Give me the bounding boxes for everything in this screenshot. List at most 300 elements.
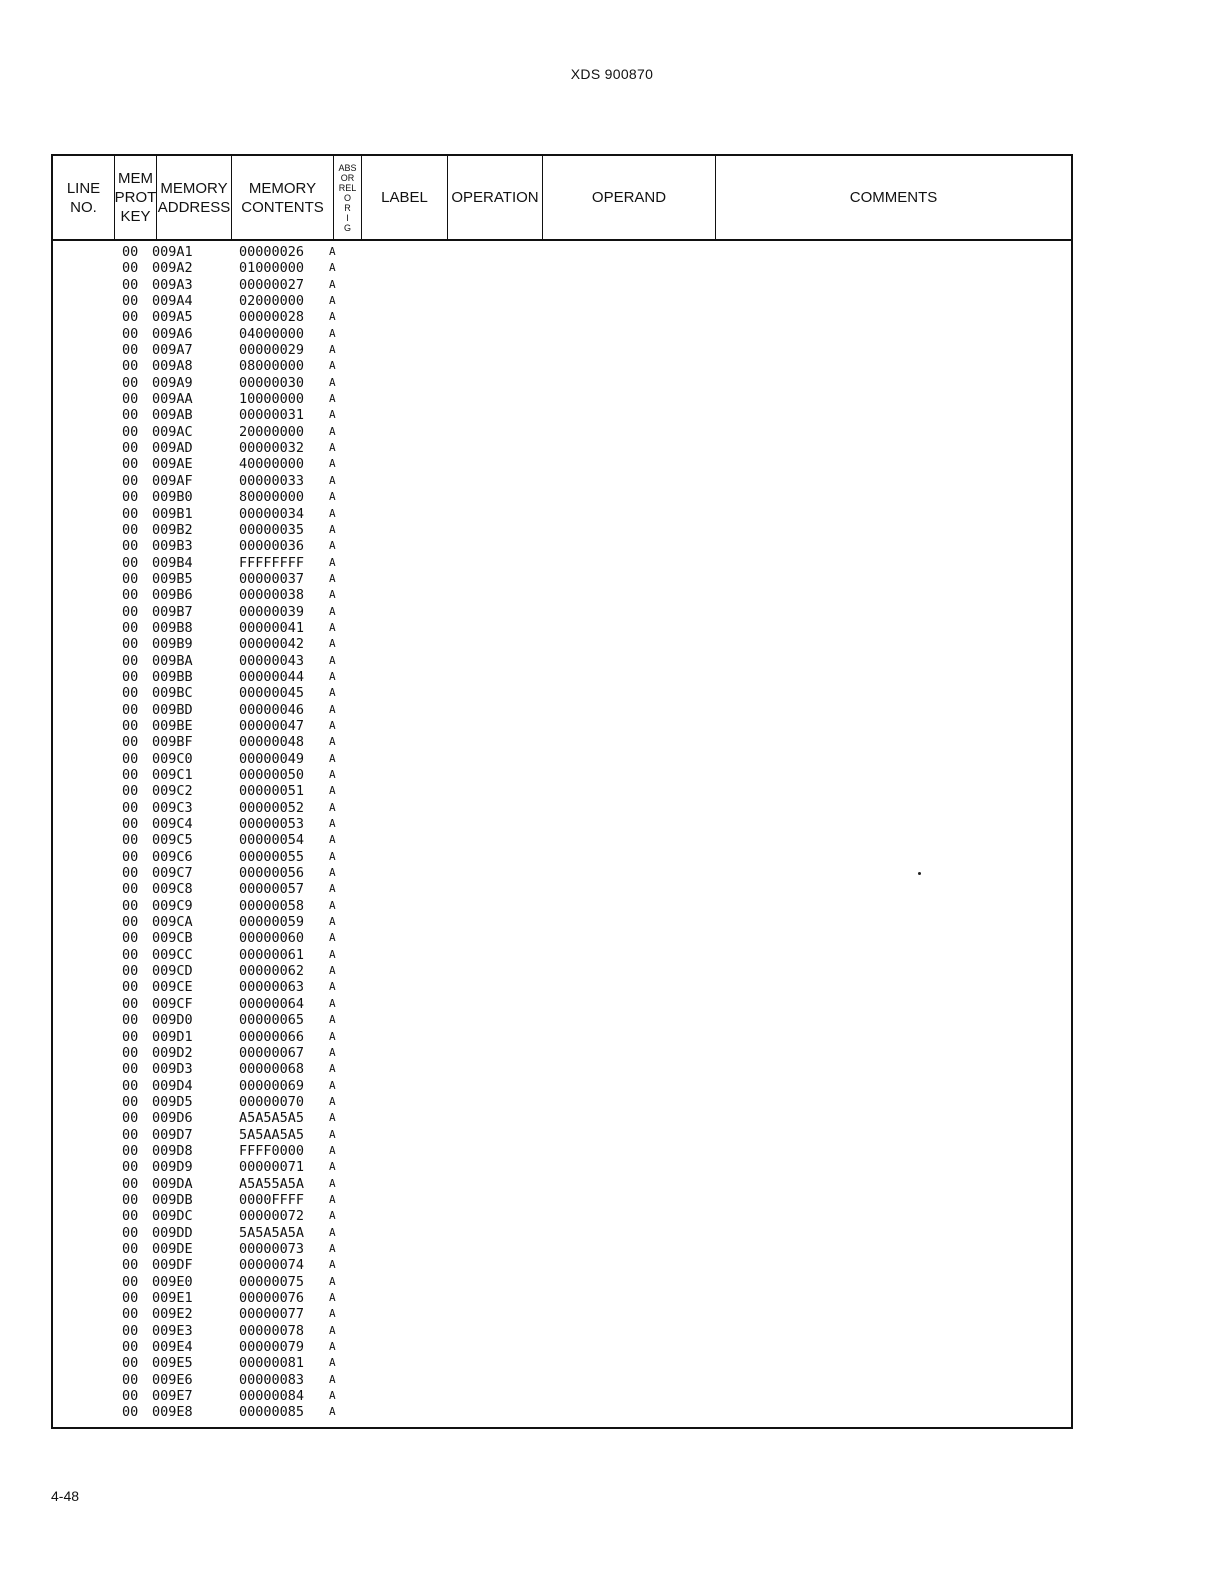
abs-rel-flag-cell: A — [329, 1405, 336, 1419]
table-row — [53, 1078, 453, 1094]
memory-contents-cell: 00000065 — [239, 1012, 305, 1029]
header-label — [362, 156, 448, 239]
memory-contents-cell: FFFF0000 — [239, 1142, 305, 1159]
memory-contents-cell: 00000055 — [239, 848, 305, 865]
memory-contents-cell: 00000078 — [239, 1322, 305, 1339]
memory-contents-cell: 00000060 — [239, 930, 305, 947]
abs-rel-flag-cell: A — [329, 473, 336, 487]
abs-rel-flag-cell: A — [329, 915, 336, 929]
memory-contents-cell: FFFFFFFF — [239, 554, 305, 571]
abs-rel-flag-cell: A — [329, 571, 336, 585]
mem-prot-key-cell: 00 — [122, 407, 139, 424]
header-text: KEY — [120, 208, 151, 225]
table-row — [53, 1241, 453, 1257]
memory-contents-cell: 00000063 — [239, 979, 305, 996]
mem-prot-key-cell: 00 — [122, 848, 139, 865]
memory-address-cell: 009DB — [152, 1191, 193, 1208]
memory-address-cell: 009A2 — [152, 260, 193, 277]
memory-contents-cell: 08000000 — [239, 358, 305, 375]
header-text: OPERAND — [591, 189, 667, 206]
header-text: PROT — [114, 189, 157, 206]
memory-contents-cell: 00000059 — [239, 914, 305, 931]
mem-prot-key-cell: 00 — [122, 832, 139, 849]
table-row — [53, 685, 453, 701]
abs-rel-flag-cell: A — [329, 833, 336, 847]
mem-prot-key-cell: 00 — [122, 1061, 139, 1078]
mem-prot-key-cell: 00 — [122, 1044, 139, 1061]
header-text: G — [343, 222, 351, 233]
memory-address-cell: 009C7 — [152, 865, 193, 882]
memory-address-cell: 009D9 — [152, 1159, 193, 1176]
abs-rel-flag-cell: A — [329, 1340, 336, 1354]
header-memory-address — [157, 156, 232, 239]
table-row — [53, 849, 453, 865]
memory-address-cell: 009D8 — [152, 1142, 193, 1159]
table-row — [53, 555, 453, 571]
memory-address-cell: 009DA — [152, 1175, 193, 1192]
memory-contents-cell: 00000033 — [239, 472, 305, 489]
mem-prot-key-cell: 00 — [122, 1126, 139, 1143]
memory-contents-cell: 00000044 — [239, 668, 305, 685]
abs-rel-flag-cell: A — [329, 539, 336, 553]
memory-contents-cell: 20000000 — [239, 423, 305, 440]
mem-prot-key-cell: 00 — [122, 1240, 139, 1257]
abs-rel-flag-cell: A — [329, 326, 336, 340]
abs-rel-flag-cell: A — [329, 1192, 336, 1206]
mem-prot-key-cell: 00 — [122, 1257, 139, 1274]
memory-contents-cell: 02000000 — [239, 293, 305, 310]
memory-address-cell: 009E3 — [152, 1322, 193, 1339]
table-row — [53, 669, 453, 685]
memory-address-cell: 009E0 — [152, 1273, 193, 1290]
table-row — [53, 1208, 453, 1224]
table-row — [53, 1176, 453, 1192]
abs-rel-flag-cell: A — [329, 359, 336, 373]
abs-rel-flag-cell: A — [329, 555, 336, 569]
memory-address-cell: 009DE — [152, 1240, 193, 1257]
memory-contents-cell: 01000000 — [239, 260, 305, 277]
memory-address-cell: 009D7 — [152, 1126, 193, 1143]
abs-rel-flag-cell: A — [329, 620, 336, 634]
mem-prot-key-cell: 00 — [122, 750, 139, 767]
mem-prot-key-cell: 00 — [122, 816, 139, 833]
table-row — [53, 1404, 453, 1420]
mem-prot-key-cell: 00 — [122, 1224, 139, 1241]
table-row — [53, 947, 453, 963]
table-row — [53, 473, 453, 489]
abs-rel-flag-cell: A — [329, 1062, 336, 1076]
abs-rel-flag-cell: A — [329, 1111, 336, 1125]
memory-contents-cell: 00000032 — [239, 440, 305, 457]
assembly-listing-table — [51, 154, 1073, 1429]
memory-address-cell: 009B3 — [152, 538, 193, 555]
memory-address-cell: 009CA — [152, 914, 193, 931]
mem-prot-key-cell: 00 — [122, 619, 139, 636]
table-row — [53, 326, 453, 342]
memory-address-cell: 009CD — [152, 963, 193, 980]
memory-contents-cell: 40000000 — [239, 456, 305, 473]
memory-address-cell: 009CB — [152, 930, 193, 947]
memory-contents-cell: 00000066 — [239, 1028, 305, 1045]
table-row — [53, 1094, 453, 1110]
memory-contents-cell: 00000085 — [239, 1404, 305, 1421]
memory-contents-cell: 00000029 — [239, 342, 305, 359]
table-row — [53, 1192, 453, 1208]
mem-prot-key-cell: 00 — [122, 293, 139, 310]
mem-prot-key-cell: 00 — [122, 1208, 139, 1225]
memory-address-cell: 009B6 — [152, 587, 193, 604]
abs-rel-flag-cell: A — [329, 882, 336, 896]
memory-contents-cell: 00000038 — [239, 587, 305, 604]
header-text: OR — [340, 172, 355, 183]
table-row — [53, 865, 453, 881]
mem-prot-key-cell: 00 — [122, 1339, 139, 1356]
memory-contents-cell: 00000042 — [239, 636, 305, 653]
mem-prot-key-cell: 00 — [122, 865, 139, 882]
memory-address-cell: 009A5 — [152, 309, 193, 326]
document-id: XDS 900870 — [570, 66, 654, 82]
memory-contents-cell: 00000076 — [239, 1290, 305, 1306]
mem-prot-key-cell: 00 — [122, 276, 139, 293]
memory-contents-cell: 00000064 — [239, 995, 305, 1012]
memory-address-cell: 009BB — [152, 668, 193, 685]
memory-address-cell: 009C1 — [152, 767, 193, 783]
table-row — [53, 407, 453, 423]
mem-prot-key-cell: 00 — [122, 1159, 139, 1176]
mem-prot-key-cell: 00 — [122, 717, 139, 734]
mem-prot-key-cell: 00 — [122, 881, 139, 898]
table-row — [53, 767, 453, 783]
mem-prot-key-cell: 00 — [122, 587, 139, 604]
mem-prot-key-cell: 00 — [122, 1191, 139, 1208]
table-row — [53, 1225, 453, 1241]
memory-contents-cell: 00000079 — [239, 1339, 305, 1356]
table-row — [53, 881, 453, 897]
abs-rel-flag-cell: A — [329, 702, 336, 716]
memory-address-cell: 009E5 — [152, 1355, 193, 1372]
memory-contents-cell: 00000041 — [239, 619, 305, 636]
mem-prot-key-cell: 00 — [122, 897, 139, 914]
mem-prot-key-cell: 00 — [122, 603, 139, 620]
mem-prot-key-cell: 00 — [122, 701, 139, 718]
header-text: LABEL — [381, 189, 428, 206]
header-text: LINE — [66, 179, 101, 197]
memory-address-cell: 009AC — [152, 423, 193, 440]
table-row — [53, 538, 453, 554]
memory-contents-cell: 00000039 — [239, 603, 305, 620]
memory-address-cell: 009C3 — [152, 799, 193, 816]
header-text: O — [343, 192, 351, 203]
table-row — [53, 800, 453, 816]
memory-contents-cell: 00000062 — [239, 963, 305, 980]
memory-contents-cell: 00000026 — [239, 244, 305, 260]
abs-rel-flag-cell: A — [329, 490, 336, 504]
memory-contents-cell: 80000000 — [239, 489, 305, 506]
memory-address-cell: 009BE — [152, 717, 193, 734]
mem-prot-key-cell: 00 — [122, 358, 139, 375]
memory-address-cell: 009A8 — [152, 358, 193, 375]
mem-prot-key-cell: 00 — [122, 423, 139, 440]
abs-rel-flag-cell: A — [329, 768, 336, 781]
table-header — [53, 156, 1071, 241]
header-text: MEMORY — [160, 179, 228, 197]
abs-rel-flag-cell: A — [329, 898, 336, 912]
table-row — [53, 1355, 453, 1371]
memory-address-cell: 009E7 — [152, 1388, 193, 1405]
header-text: MEMORY — [248, 179, 317, 197]
mem-prot-key-cell: 00 — [122, 456, 139, 473]
abs-rel-flag-cell: A — [329, 980, 336, 994]
table-row — [53, 914, 453, 930]
memory-contents-cell: 5A5A5A5A — [239, 1224, 305, 1241]
abs-rel-flag-cell: A — [329, 1356, 336, 1370]
abs-rel-flag-cell: A — [329, 408, 336, 422]
table-row — [53, 391, 453, 407]
abs-rel-flag-cell: A — [329, 1013, 336, 1027]
memory-contents-cell: 00000054 — [239, 832, 305, 849]
abs-rel-flag-cell: A — [329, 375, 336, 389]
abs-rel-flag-cell: A — [329, 1291, 336, 1304]
memory-address-cell: 009C0 — [152, 750, 193, 767]
mem-prot-key-cell: 00 — [122, 767, 139, 783]
memory-address-cell: 009AE — [152, 456, 193, 473]
table-row — [53, 653, 453, 669]
memory-address-cell: 009DF — [152, 1257, 193, 1274]
table-row — [53, 1372, 453, 1388]
table-row — [53, 816, 453, 832]
memory-address-cell: 009C4 — [152, 816, 193, 833]
memory-contents-cell: 00000051 — [239, 783, 305, 800]
memory-contents-cell: 00000056 — [239, 865, 305, 882]
memory-address-cell: 009B1 — [152, 505, 193, 522]
mem-prot-key-cell: 00 — [122, 342, 139, 359]
memory-contents-cell: 00000057 — [239, 881, 305, 898]
abs-rel-flag-cell: A — [329, 1225, 336, 1239]
abs-rel-flag-cell: A — [329, 1078, 336, 1092]
table-row — [53, 571, 453, 587]
memory-contents-cell: 00000075 — [239, 1273, 305, 1290]
memory-contents-cell: 00000037 — [239, 570, 305, 587]
memory-contents-cell: 10000000 — [239, 391, 305, 408]
memory-contents-cell: 00000035 — [239, 521, 305, 538]
memory-contents-cell: 00000050 — [239, 767, 305, 783]
memory-address-cell: 009C2 — [152, 783, 193, 800]
abs-rel-flag-cell: A — [329, 457, 336, 471]
mem-prot-key-cell: 00 — [122, 1290, 139, 1306]
memory-address-cell: 009BA — [152, 652, 193, 669]
abs-rel-flag-cell: A — [329, 604, 336, 618]
memory-address-cell: 009E4 — [152, 1339, 193, 1356]
mem-prot-key-cell: 00 — [122, 1077, 139, 1094]
memory-contents-cell: 00000046 — [239, 701, 305, 718]
table-row — [53, 604, 453, 620]
table-row — [53, 506, 453, 522]
memory-address-cell: 009B9 — [152, 636, 193, 653]
mem-prot-key-cell: 00 — [122, 1273, 139, 1290]
mem-prot-key-cell: 00 — [122, 995, 139, 1012]
table-row — [53, 1159, 453, 1175]
table-row — [53, 1143, 453, 1159]
table-row — [53, 751, 453, 767]
table-row — [53, 1061, 453, 1077]
abs-rel-flag-cell: A — [329, 1029, 336, 1043]
abs-rel-flag-cell: A — [329, 1307, 336, 1321]
mem-prot-key-cell: 00 — [122, 1110, 139, 1127]
memory-contents-cell: 00000058 — [239, 897, 305, 914]
memory-contents-cell: A5A5A5A5 — [239, 1110, 305, 1127]
table-row — [53, 522, 453, 538]
table-row — [53, 702, 453, 718]
table-row — [53, 963, 453, 979]
table-row — [53, 832, 453, 848]
abs-rel-flag-cell: A — [329, 1323, 336, 1337]
memory-contents-cell: 00000073 — [239, 1240, 305, 1257]
abs-rel-flag-cell: A — [329, 653, 336, 667]
memory-contents-cell: 5A5AA5A5 — [239, 1126, 305, 1143]
abs-rel-flag-cell: A — [329, 522, 336, 536]
memory-contents-cell: 00000052 — [239, 799, 305, 816]
memory-contents-cell: 0000FFFF — [239, 1191, 305, 1208]
memory-contents-cell: 00000081 — [239, 1355, 305, 1372]
table-row — [53, 1323, 453, 1339]
table-row — [53, 1388, 453, 1404]
memory-contents-cell: 00000061 — [239, 946, 305, 963]
table-row — [53, 456, 453, 472]
table-row — [53, 375, 453, 391]
mem-prot-key-cell: 00 — [122, 979, 139, 996]
memory-address-cell: 009B8 — [152, 619, 193, 636]
mem-prot-key-cell: 00 — [122, 1371, 139, 1388]
table-row — [53, 1045, 453, 1061]
mem-prot-key-cell: 00 — [122, 325, 139, 342]
header-comments — [716, 156, 1071, 239]
header-memory-contents — [232, 156, 334, 239]
memory-contents-cell: A5A55A5A — [239, 1175, 305, 1192]
table-row — [53, 358, 453, 374]
table-row — [53, 277, 453, 293]
memory-address-cell: 009C9 — [152, 897, 193, 914]
memory-address-cell: 009D5 — [152, 1093, 193, 1110]
abs-rel-flag-cell: A — [329, 931, 336, 945]
abs-rel-flag-cell: A — [329, 343, 336, 357]
memory-address-cell: 009B7 — [152, 603, 193, 620]
memory-address-cell: 009A6 — [152, 325, 193, 342]
memory-address-cell: 009AA — [152, 391, 193, 408]
table-row — [53, 309, 453, 325]
table-row — [53, 898, 453, 914]
mem-prot-key-cell: 00 — [122, 930, 139, 947]
mem-prot-key-cell: 00 — [122, 914, 139, 931]
abs-rel-flag-cell: A — [329, 261, 336, 275]
abs-rel-flag-cell: A — [329, 686, 336, 700]
memory-contents-cell: 00000070 — [239, 1093, 305, 1110]
abs-rel-flag-cell: A — [329, 735, 336, 749]
memory-address-cell: 009B2 — [152, 521, 193, 538]
abs-rel-flag-cell: A — [329, 996, 336, 1010]
memory-address-cell: 009B0 — [152, 489, 193, 506]
memory-address-cell: 009DC — [152, 1208, 193, 1225]
abs-rel-flag-cell: A — [329, 441, 336, 455]
table-row — [53, 293, 453, 309]
memory-address-cell: 009D0 — [152, 1012, 193, 1029]
memory-contents-cell: 00000069 — [239, 1077, 305, 1094]
table-row — [53, 244, 453, 260]
mem-prot-key-cell: 00 — [122, 946, 139, 963]
memory-address-cell: 009E6 — [152, 1371, 193, 1388]
abs-rel-flag-cell: A — [329, 1209, 336, 1223]
abs-rel-flag-cell: A — [329, 784, 336, 798]
mem-prot-key-cell: 00 — [122, 440, 139, 457]
memory-address-cell: 009AD — [152, 440, 193, 457]
abs-rel-flag-cell: A — [329, 245, 336, 258]
memory-contents-cell: 00000074 — [239, 1257, 305, 1274]
abs-rel-flag-cell: A — [329, 1045, 336, 1059]
header-text: CONTENTS — [241, 198, 324, 216]
table-row — [53, 636, 453, 652]
mem-prot-key-cell: 00 — [122, 554, 139, 571]
abs-rel-flag-cell: A — [329, 1372, 336, 1386]
memory-address-cell: 009CF — [152, 995, 193, 1012]
memory-contents-cell: 00000083 — [239, 1371, 305, 1388]
memory-address-cell: 009AF — [152, 472, 193, 489]
header-text: ADDRESS — [157, 198, 231, 216]
mem-prot-key-cell: 00 — [122, 472, 139, 489]
table-row — [53, 260, 453, 276]
header-text: R — [344, 202, 351, 213]
table-row — [53, 718, 453, 734]
mem-prot-key-cell: 00 — [122, 391, 139, 408]
header-line-no — [53, 156, 115, 239]
mem-prot-key-cell: 00 — [122, 309, 139, 326]
header-abs-or-rel-orig — [334, 156, 362, 239]
memory-address-cell: 009A7 — [152, 342, 193, 359]
header-text: COMMENTS — [849, 189, 938, 206]
header-text: MEM — [118, 170, 153, 187]
memory-address-cell: 009CE — [152, 979, 193, 996]
memory-address-cell: 009B4 — [152, 554, 193, 571]
abs-rel-flag-cell: A — [329, 947, 336, 961]
table-row — [53, 1290, 453, 1306]
mem-prot-key-cell: 00 — [122, 685, 139, 702]
header-operation — [448, 156, 543, 239]
mem-prot-key-cell: 00 — [122, 734, 139, 751]
abs-rel-flag-cell: A — [329, 964, 336, 978]
mem-prot-key-cell: 00 — [122, 963, 139, 980]
memory-address-cell: 009A9 — [152, 374, 193, 391]
page-number: 4-48 — [51, 1488, 80, 1504]
mem-prot-key-cell: 00 — [122, 1388, 139, 1405]
table-row — [53, 342, 453, 358]
memory-contents-cell: 00000071 — [239, 1159, 305, 1176]
memory-contents-cell: 00000043 — [239, 652, 305, 669]
mem-prot-key-cell: 00 — [122, 1012, 139, 1029]
table-row — [53, 1306, 453, 1322]
memory-contents-cell: 00000077 — [239, 1306, 305, 1323]
abs-rel-flag-cell: A — [329, 1389, 336, 1403]
abs-rel-flag-cell: A — [329, 310, 336, 324]
abs-rel-flag-cell: A — [329, 718, 336, 732]
mem-prot-key-cell: 00 — [122, 652, 139, 669]
memory-address-cell: 009D2 — [152, 1044, 193, 1061]
mem-prot-key-cell: 00 — [122, 668, 139, 685]
memory-address-cell: 009BD — [152, 701, 193, 718]
table-row — [53, 620, 453, 636]
table-row — [53, 1012, 453, 1028]
abs-rel-flag-cell: A — [329, 849, 336, 863]
abs-rel-flag-cell: A — [329, 637, 336, 651]
memory-address-cell: 009A4 — [152, 293, 193, 310]
memory-contents-cell: 00000067 — [239, 1044, 305, 1061]
